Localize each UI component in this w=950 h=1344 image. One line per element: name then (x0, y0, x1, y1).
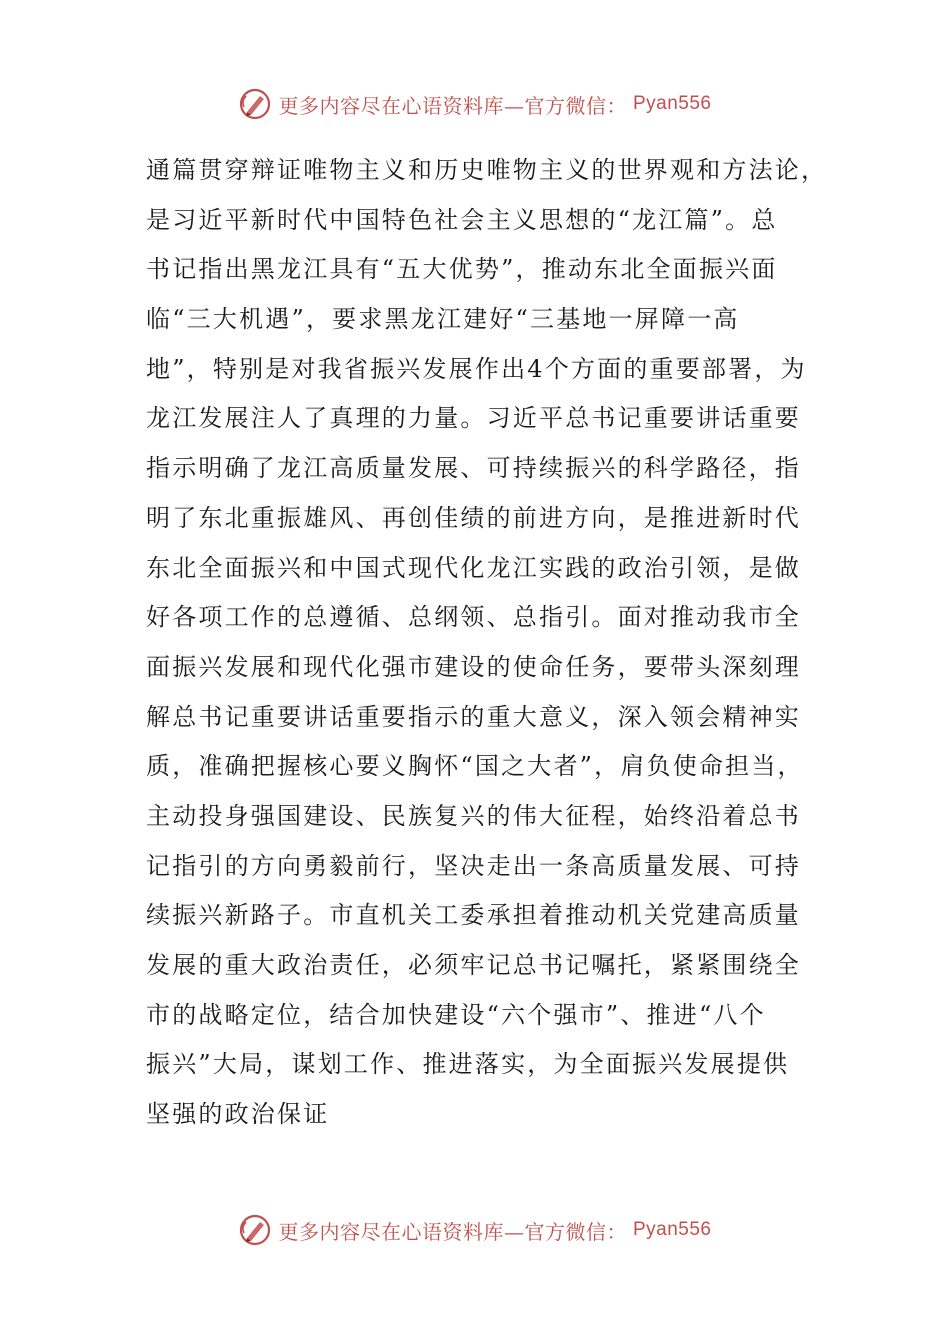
body-line: 通篇贯穿辩证唯物主义和历史唯物主义的世界观和方法论， (146, 156, 828, 184)
body-line: 振兴”大局，谋划工作、推进落实，为全面振兴发展提供 (146, 1050, 790, 1079)
body-line: 面振兴发展和现代化强市建设的使命任务，要带头深刻理 (146, 652, 801, 681)
footer-banner (0, 1210, 950, 1250)
header-banner (0, 84, 950, 124)
body-line: 解总书记重要讲话重要指示的重大意义，深入领会精神实 (146, 702, 801, 731)
body-line: 书记指出黑龙江具有“五大优势”，推动东北全面振兴面 (146, 255, 778, 284)
body-line: 地”，特别是对我省振兴发展作出4个方面的重要部署，为 (146, 354, 807, 383)
body-line: 指示明确了龙江高质量发展、可持续振兴的科学路径，指 (146, 454, 801, 483)
document-body (146, 146, 826, 1140)
pen-logo-icon (238, 1213, 272, 1247)
body-line: 东北全面振兴和中国式现代化龙江实践的政治引领，是做 (146, 553, 801, 582)
body-line: 记指引的方向勇毅前行，坚决走出一条高质量发展、可持 (146, 851, 801, 880)
body-line: 龙江发展注人了真理的力量。习近平总书记重要讲话重要 (146, 404, 801, 433)
footer-banner-text: 更多内容尽在心语资料库—官方微信： (278, 1219, 627, 1244)
body-line: 发展的重大政治责任，必须牢记总书记嘱托，紧紧围绕全 (146, 951, 801, 979)
footer-banner-handle: Pyan556 (632, 1219, 712, 1240)
body-line: 续振兴新路子。市直机关工委承担着推动机关党建高质量 (146, 901, 801, 930)
header-banner-text: 更多内容尽在心语资料库—官方微信： (278, 93, 627, 118)
body-line: 主动投身强国建设、民族复兴的伟大征程，始终沿着总书 (146, 801, 801, 830)
body-line: 市的战略定位，结合加快建设“六个强市”、推进“八个 (146, 1000, 766, 1029)
header-banner-handle: Pyan556 (632, 93, 712, 114)
body-line: 坚强的政治保证 (146, 1100, 330, 1129)
body-line: 临“三大机遇”，要求黑龙江建好“三基地一屏障一高 (146, 305, 740, 334)
body-line: 质，准确把握核心要义胸怀“国之大者”，肩负使命担当， (146, 752, 804, 781)
pen-logo-icon (238, 87, 272, 121)
body-line: 是习近平新时代中国特色社会主义思想的“龙江篇”。总 (146, 205, 778, 234)
body-line: 明了东北重振雄风、再创佳绩的前进方向，是推进新时代 (146, 503, 801, 532)
body-line: 好各项工作的总遵循、总纲领、总指引。面对推动我市全 (146, 603, 801, 632)
